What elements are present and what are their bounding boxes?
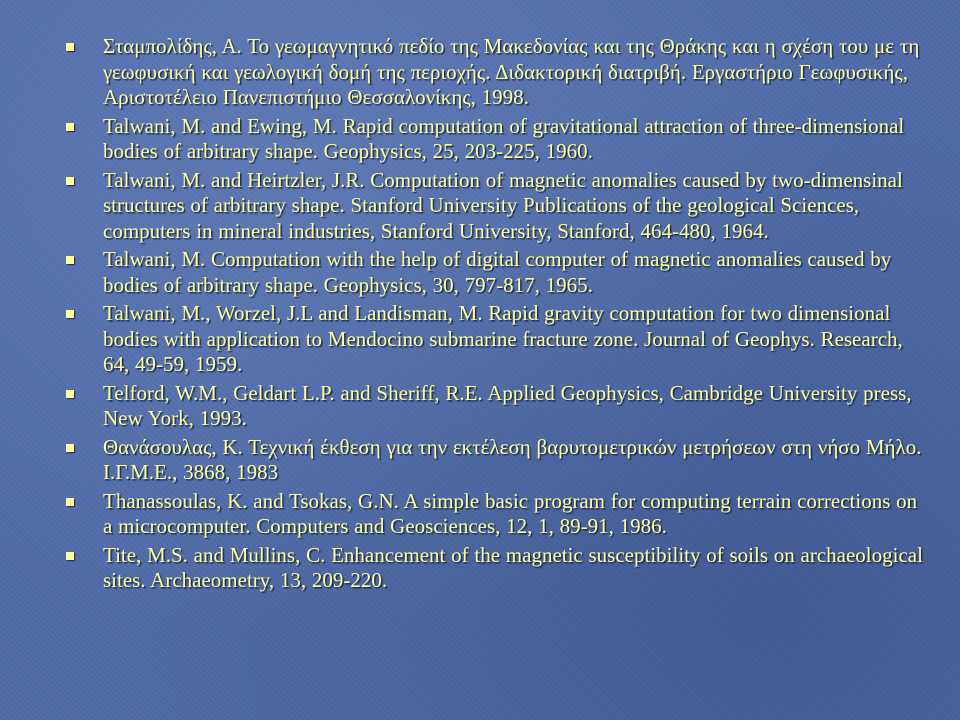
reference-text: Thanassoulas, K. and Tsokas, G.N. A simple basic program for computing terrain corrections on a microcomputer. Computers and Geosciences, 12, 1, 89-91, 1986. <box>103 488 918 538</box>
reference-text: Talwani, M. Computation with the help of digital computer of magnetic anomalies caused by bodies of arbitrary shape. Geophysics, 30, 797-817, 1965. <box>103 247 892 297</box>
reference-item <box>66 435 926 486</box>
reference-item <box>66 543 926 594</box>
reference-item <box>66 381 926 432</box>
reference-item <box>66 114 926 165</box>
reference-item <box>66 301 926 378</box>
square-bullet-icon <box>66 123 74 131</box>
reference-text: Σταμπολίδης, Α. Το γεωμαγνητικό πεδίο της Μακεδονίας και της Θράκης και η σχέση του με τη γεωφυσική και γεωλογική δομή της περιοχής. Διδακτορική διατριβή. Εργαστήριο Γεωφυσικής, Αριστοτέλειο Πανεπιστήμιο Θεσσαλονίκης, 1998. <box>103 34 920 109</box>
square-bullet-icon <box>66 552 74 560</box>
square-bullet-icon <box>66 498 74 506</box>
reference-text: Talwani, M. and Heirtzler, J.R. Computation of magnetic anomalies caused by two-dimensinal structures of arbitrary shape. Stanford University Publications of the geological Sciences, computers in mineral industries, Stanford University, Stanford, 464-480, 1964. <box>103 167 903 243</box>
square-bullet-icon <box>66 177 74 185</box>
square-bullet-icon <box>66 390 74 398</box>
square-bullet-icon <box>66 444 74 452</box>
reference-item <box>66 489 926 540</box>
reference-text: Talwani, M. and Ewing, M. Rapid computation of gravitational attraction of three-dimensional bodies of arbitrary shape. Geophysics, 25, 203-225, 1960. <box>103 113 905 163</box>
square-bullet-icon <box>66 43 74 51</box>
reference-text: Θανάσουλας, Κ. Τεχνική έκθεση για την εκτέλεση βαρυτομετρικών μετρήσεων στη νήσο Μήλο. Ι.Γ.Μ.Ε., 3868, 1983 <box>103 434 922 484</box>
reference-text: Telford, W.M., Geldart L.P. and Sheriff, R.E. Applied Geophysics, Cambridge University press, New York, 1993. <box>103 380 912 430</box>
reference-item <box>66 34 926 111</box>
reference-item <box>66 168 926 245</box>
reference-text: Tite, M.S. and Mullins, C. Enhancement of the magnetic susceptibility of soils on archaeological sites. Archaeometry, 13, 209-220. <box>103 542 923 592</box>
reference-list <box>66 34 926 597</box>
reference-item <box>66 247 926 298</box>
square-bullet-icon <box>66 310 74 318</box>
square-bullet-icon <box>66 256 74 264</box>
reference-text: Talwani, M., Worzel, J.L and Landisman, M. Rapid gravity computation for two dimensional bodies with application to Mendocino submarine fracture zone. Journal of Geophys. Research, 64, 49-59, 1959. <box>103 301 903 376</box>
